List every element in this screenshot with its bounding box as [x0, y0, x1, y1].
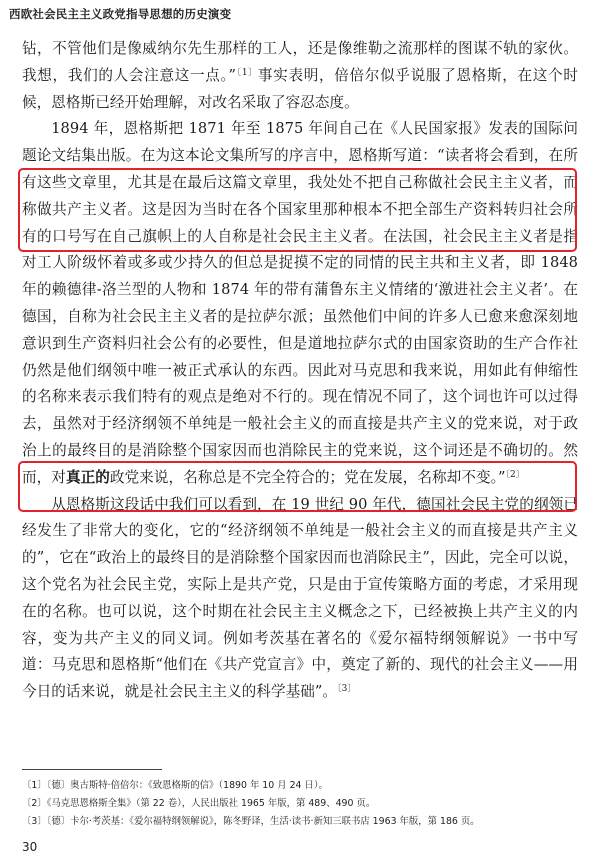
footnote-2: 〔2〕《马克思恩格斯全集》（第 22 卷），人民出版社 1965 年版，第 489、490 页。: [22, 798, 376, 809]
footnotes: [22, 777, 582, 831]
footnote-ref-1[interactable]: 〔1〕: [236, 67, 258, 78]
footnote-1: 〔1〕〔德〕奥古斯特·倍倍尔：《致恩格斯的信》（1890 年 10 月 24 日）。: [22, 780, 328, 791]
body-text: [22, 36, 578, 706]
paragraph-2: [22, 116, 578, 491]
paragraph-2-continuation: 政党来说，名称总是不完全符合的；党在发展，名称却不变。”: [109, 468, 506, 486]
footnote-ref-3[interactable]: 〔3〕: [337, 684, 357, 695]
paragraph-2-text: 1894 年，恩格斯把 1871 年至 1875 年间自己在《人民国家报》发表的国际问题论文结集出版。在为这本论文集所写的序言中，恩格斯写道：“读者将会看到，在所有这些文章里，尤其是在最后这篇文章里，我处处不把自己称做社会民主主义者，而称做共产主义者。这是因为当时在各个国家里那种根本不把全部生产资料转归社会所有的口号写在自己旗帜上的人自称是社会民主主义者。在法国，社会民主主义者是指对工人阶级怀着或多或少持久的但总是捉摸不定的同情的民主共和主义者，即 1848 年的赖德律-洛兰型的人物和 1874 年的带有蒲鲁东主义情绪的‘激进社会主义者’。在德国，自称为社会民主主义者的是拉萨尔派；虽然他们中间的许多人已愈来愈深刻地意识到生产资料归社会公有的必要性，但是道地拉萨尔式的由国家资助的生产合作社仍然是他们纲领中唯一被正式承认的东西。因此对马克思和我来说，用如此有伸缩性的名称来表示我们特有的观点是绝对不行的。现在情况不同了，这个词也许可以过得去，虽然对于经济纲领不单纯是一般社会主义的而直接是共产主义的党来说，对于政治上的最终目的是消除整个国家因而也消除民主的党来说，这个词还是不确切的。然而，对: [22, 120, 578, 486]
footnote-divider: [22, 769, 162, 770]
footnote-3: 〔3〕〔德〕卡尔·考茨基：《爱尔福特纲领解说》，陈冬野译，生活·读书·新知三联书店 1963 年版，第 186 页。: [22, 816, 480, 827]
running-header: 西欧社会民主主义政党指导思想的历史演变: [9, 7, 232, 21]
paragraph-3: [22, 492, 578, 706]
paragraph-1-text: 钻，不管他们是像威纳尔先生那样的工人，还是像维勒之流那样的图谋不轨的家伙。我想，我们的人会注意这一点。”: [22, 40, 578, 84]
paragraph-1: [22, 36, 578, 116]
page-number: 30: [22, 840, 38, 854]
paragraph-3-text: 从恩格斯这段话中我们可以看到，在 19 世纪 90 年代，德国社会民主党的纲领已经发生了非常大的变化，它的“经济纲领不单纯是一般社会主义的而直接是共产主义的”，它在“政治上的最终目的是消除整个国家因而也消除民主”，因此，完全可以说，这个党名为社会民主党，实际上是共产党，只是由于宣传策略方面的考虑，才采用现在的名称。也可以说，这个时期在社会民主主义概念之下，已经被换上共产主义的内容，变为共产主义的同义词。例如考茨基在著名的《爱尔福特纲领解说》一书中写道：马克思和恩格斯“他们在《共产党宣言》中，奠定了新的、现代的社会主义——用今日的话来说，就是社会民主主义的科学基础”。: [22, 495, 578, 701]
emphasis-text: 真正的: [65, 468, 110, 486]
paragraph-1-continuation: 事实表明，倍倍尔似乎说服了恩格斯，在这个时候，恩格斯已经开始理解，对改名采取了容忍态度。: [22, 66, 578, 111]
footnote-ref-2[interactable]: 〔2〕: [505, 469, 525, 480]
